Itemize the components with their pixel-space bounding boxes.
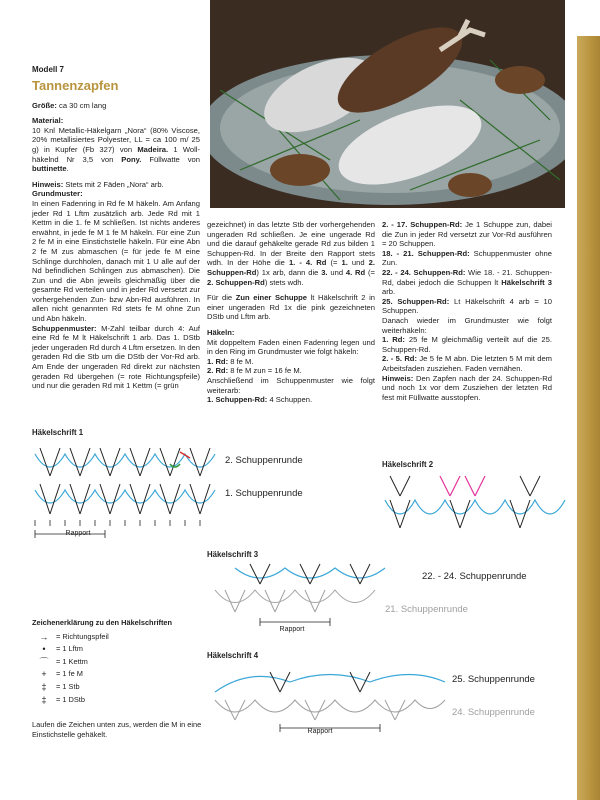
final-hint (382, 374, 552, 403)
treble-crochet-icon: ‡ (41, 694, 47, 705)
chain-stitch-icon: • (42, 644, 46, 655)
model-label: Modell 7 (32, 65, 65, 74)
site-watermark: PassionForum.ru (478, 785, 553, 795)
material-text-2: 1 Woll-häkelnd Nr 3,5 von (32, 144, 200, 164)
hint-label: Hinweis: (382, 373, 414, 383)
col2-paragraph-1 (207, 220, 375, 287)
material-brand-madeira: Madeira. (137, 144, 169, 154)
left-column (32, 65, 200, 391)
hint-text: Stets mit 2 Fäden „Nora“ arb. (63, 179, 164, 189)
round-2 (207, 366, 375, 376)
diagram-4-rapport: Rapport (307, 728, 333, 735)
col2-bold: Zun einer Schuppe (235, 293, 308, 303)
pinecone-illustration (210, 0, 565, 208)
diagram-1-label-row-1: 1. Schuppenrunde (225, 488, 303, 499)
round-text: 8 fe M zun = 16 fe M. (228, 366, 302, 376)
diagram-3-label-rows-22-24: 22. - 24. Schuppenrunde (422, 571, 527, 582)
material-brand-pony: Pony. (121, 154, 142, 164)
legend-row (32, 681, 202, 694)
diagram-1-rapport: Rapport (65, 530, 91, 537)
grundmuster-text: In einen Fadenring in Rd fe M häkeln. Am Anfang jeder Rd 1 Lftm zusätzlich arb. Jede Rd mit 1 Kettm in die 1. fe M schließen. Ist nichts anderes erwähnt, in jede fe M 1 fe M häkeln. Für eine Zun 2 fe M in eine Einstichstelle häkeln. Für eine Abn 2 fe M zus abmaschen (= für jede fe M eine Schlinge durchholen, danach mit 1 U alle auf der Nd befindlichen Schlingen zus abmaschen). Die Zun und die Abn jeweils gleichmäßig über die gesamte Rd verteilen und in jeder Rd versetzt zur vorhergehenden Zun- bzw Abn-Rd ausführen. In allen nicht genannten Rd stets fe M ohne Zun und Abn häkeln. (32, 198, 200, 324)
col2-text: (= (365, 267, 375, 277)
col2-bold: 2. Schuppen-Rd (207, 258, 376, 277)
legend-row (32, 631, 202, 644)
continue-text: Danach wieder im Grundmuster wie folgt weiterhäkeln: (382, 315, 552, 335)
pinecone-photo (210, 0, 565, 208)
col2-text: und (347, 258, 369, 268)
round-label: 2. Rd: (207, 366, 229, 376)
round-label: 2. - 5. Rd: (382, 354, 417, 364)
diagram-2-chart (380, 470, 570, 540)
material-label: Material: (32, 116, 64, 126)
slip-stitch-icon: ⌒ (39, 656, 49, 667)
arrow-icon: → (39, 631, 49, 642)
round-label: 25. Schuppen-Rd: (382, 296, 450, 306)
scale-rounds-22-24 (382, 268, 552, 297)
diagram-4-label-row-24: 24. Schuppenrunde (452, 707, 535, 718)
size-paragraph (32, 101, 200, 111)
size-label: Größe: (32, 100, 57, 110)
col2-bold: 2. Schuppen-Rd (207, 277, 265, 287)
col2-text: lt Häkelschrift 2 in einer ungeraden Rd 1x die pink gezeichneten DStb und Lftm arb. (207, 293, 375, 322)
round-text: Schuppenmuster ohne Zun. (382, 248, 552, 268)
col2-text: ) stets wdh. (264, 277, 304, 287)
legend-row (32, 656, 202, 669)
col2-bold: 1. - 4. Rd (288, 258, 327, 268)
round-label: 18. - 21. Schuppen-Rd: (382, 248, 470, 258)
round-text: Wie 18. - 21. Schuppen-Rd, dabei jedoch die Schuppen lt (382, 267, 553, 287)
legend-text: = 1 fe M (56, 669, 83, 679)
col2-paragraph-3: Mit doppeltem Faden einen Fadenring legen und in den Ring im Grundmuster wie folgt häkeln: (207, 337, 375, 357)
diagram-1-label-row-2: 2. Schuppenrunde (225, 455, 303, 466)
round-text: 25 fe M gleichmäßig verteilt auf die 25. Schuppen-Rd. (382, 335, 552, 354)
diagram-2-title: Häkelschrift 2 (382, 460, 434, 469)
page-title: Tannenzapfen (32, 77, 119, 93)
final-rounds-2-5 (382, 354, 552, 373)
round-text: Lt Häkelschrift 4 arb = 10 Schuppen. (382, 296, 552, 316)
material-text: 10 Knl Metallic-Häkelgarn „Nora“ (80% Viscose, 20% metallisiertes Polyester, LL = ca 100 m/ 25 g) in Kupfer (Fb 327) von (32, 125, 200, 154)
legend-footnote: Laufen die Zeichen unten zus, werden die M in eine Einstichstelle gehäkelt. (32, 720, 202, 739)
round-text: 8 fe M. (228, 356, 254, 366)
col2-text: ) 1x arb, dann die (256, 267, 322, 277)
diagram-4-label-row-25: 25. Schuppenrunde (452, 674, 535, 685)
scale-round-25 (382, 297, 552, 316)
round-text: Je 5 fe M abn. Die letzten 5 M mit dem Arbeitsfaden zusziehen. Faden vernähen. (382, 354, 552, 373)
col2-bold: 1. (341, 258, 348, 268)
round-bold: Häkelschrift 3 (501, 277, 552, 287)
col2-text: (= (326, 258, 342, 268)
material-brand-buttinette: buttinette (32, 164, 67, 174)
legend-text: = Richtungspfeil (56, 631, 109, 641)
round-label: 1. Schuppen-Rd: (207, 395, 268, 405)
legend-text: = 1 Stb (56, 681, 80, 691)
scale-rounds-18-21 (382, 249, 552, 268)
col2-text: und (327, 267, 346, 277)
haekeln-heading: Häkeln: (207, 327, 235, 337)
col2-bold: 4. Rd (345, 267, 366, 277)
right-column (382, 220, 552, 402)
round-text: 4 Schuppen. (267, 395, 313, 405)
round-text: Je 1 Schuppe zun, dabei die Zun in jeder Rd versetzt zur Vor-Rd ausführen = 20 Schuppen. (382, 220, 552, 249)
legend-text: = 1 DStb (56, 694, 85, 704)
grundmuster-label: Grundmuster: (32, 189, 83, 199)
page-edge-bar (577, 36, 600, 800)
middle-column (207, 220, 375, 405)
col2-text: Für die (207, 293, 236, 303)
final-round-1 (382, 335, 552, 354)
schuppenmuster-text: M-Zahl teilbar durch 4: Auf eine Rd fe M lt Häkelschrift 1 arb. Das 1. DStb jeder ungeraden Rd durch 4 Lftm ersetzen. In den geraden Rd die Stb um die DStb der Vor-Rd arb. Am Ende der ungeraden Rd direkt zur nächsten geraden Rd übergehen (= rote Richtungspfeile) und nur die geraden Rd mit 1 Kettm (= grün (32, 323, 201, 391)
diagram-4-title: Häkelschrift 4 (207, 651, 259, 660)
legend-row (32, 668, 202, 681)
material-text-3: Füllwatte von (141, 154, 200, 164)
page-number: 11 (545, 773, 555, 783)
diagram-1-title: Häkelschrift 1 (32, 428, 84, 437)
legend-text: = 1 Lftm (56, 644, 83, 654)
legend-row (32, 643, 202, 656)
hint-paragraph (32, 180, 200, 190)
schuppenmuster-label: Schuppenmuster: (32, 323, 97, 333)
schuppenmuster-paragraph (32, 324, 200, 391)
round-label: 1. Rd: (207, 356, 229, 366)
col2-paragraph-4: Anschließend im Schuppenmuster wie folgt weiterarb: (207, 375, 375, 395)
scale-rounds-2-17 (382, 220, 552, 249)
col2-text: gezeichnet) in das letzte Stb der vorhergehenden ungeraden Rd schließen. Je eine ungerade Rd und die darauf gehäkelte gerade Rd zus bilden 1 Schuppen-Rd. In der Breite den Rapport stets wdh. In der Höhe die (207, 220, 375, 268)
hint-label: Hinweis: (32, 179, 64, 189)
diagram-3-title: Häkelschrift 3 (207, 550, 259, 559)
double-crochet-icon: ‡ (41, 681, 47, 692)
symbol-legend (32, 617, 202, 706)
size-value: ca 30 cm lang (56, 100, 107, 110)
round-label: 22. - 24. Schuppen-Rd: (382, 267, 466, 277)
material-paragraph (32, 116, 200, 174)
round-label: 2. - 17. Schuppen-Rd: (382, 220, 463, 229)
material-end: . (66, 164, 69, 174)
diagram-3-rapport: Rapport (279, 626, 305, 633)
hint-text: Den Zapfen nach der 24. Schuppen-Rd und noch 1x vor dem Zusziehen der letzten Rd fest mit Füllwatte ausstopfen. (382, 373, 552, 402)
round-label: 1. Rd: (382, 335, 405, 345)
round-1 (207, 357, 375, 367)
diagram-3-label-row-21: 21. Schuppenrunde (385, 604, 468, 615)
legend-title: Zeichenerklärung zu den Häkelschriften (32, 618, 173, 627)
legend-text: = 1 Kettm (56, 656, 88, 666)
col2-paragraph-2 (207, 293, 375, 322)
scale-round-1 (207, 395, 375, 405)
legend-row (32, 694, 202, 707)
single-crochet-icon: + (41, 669, 47, 680)
round-text: arb. (382, 287, 396, 297)
col2-bold: 3. (321, 267, 328, 277)
